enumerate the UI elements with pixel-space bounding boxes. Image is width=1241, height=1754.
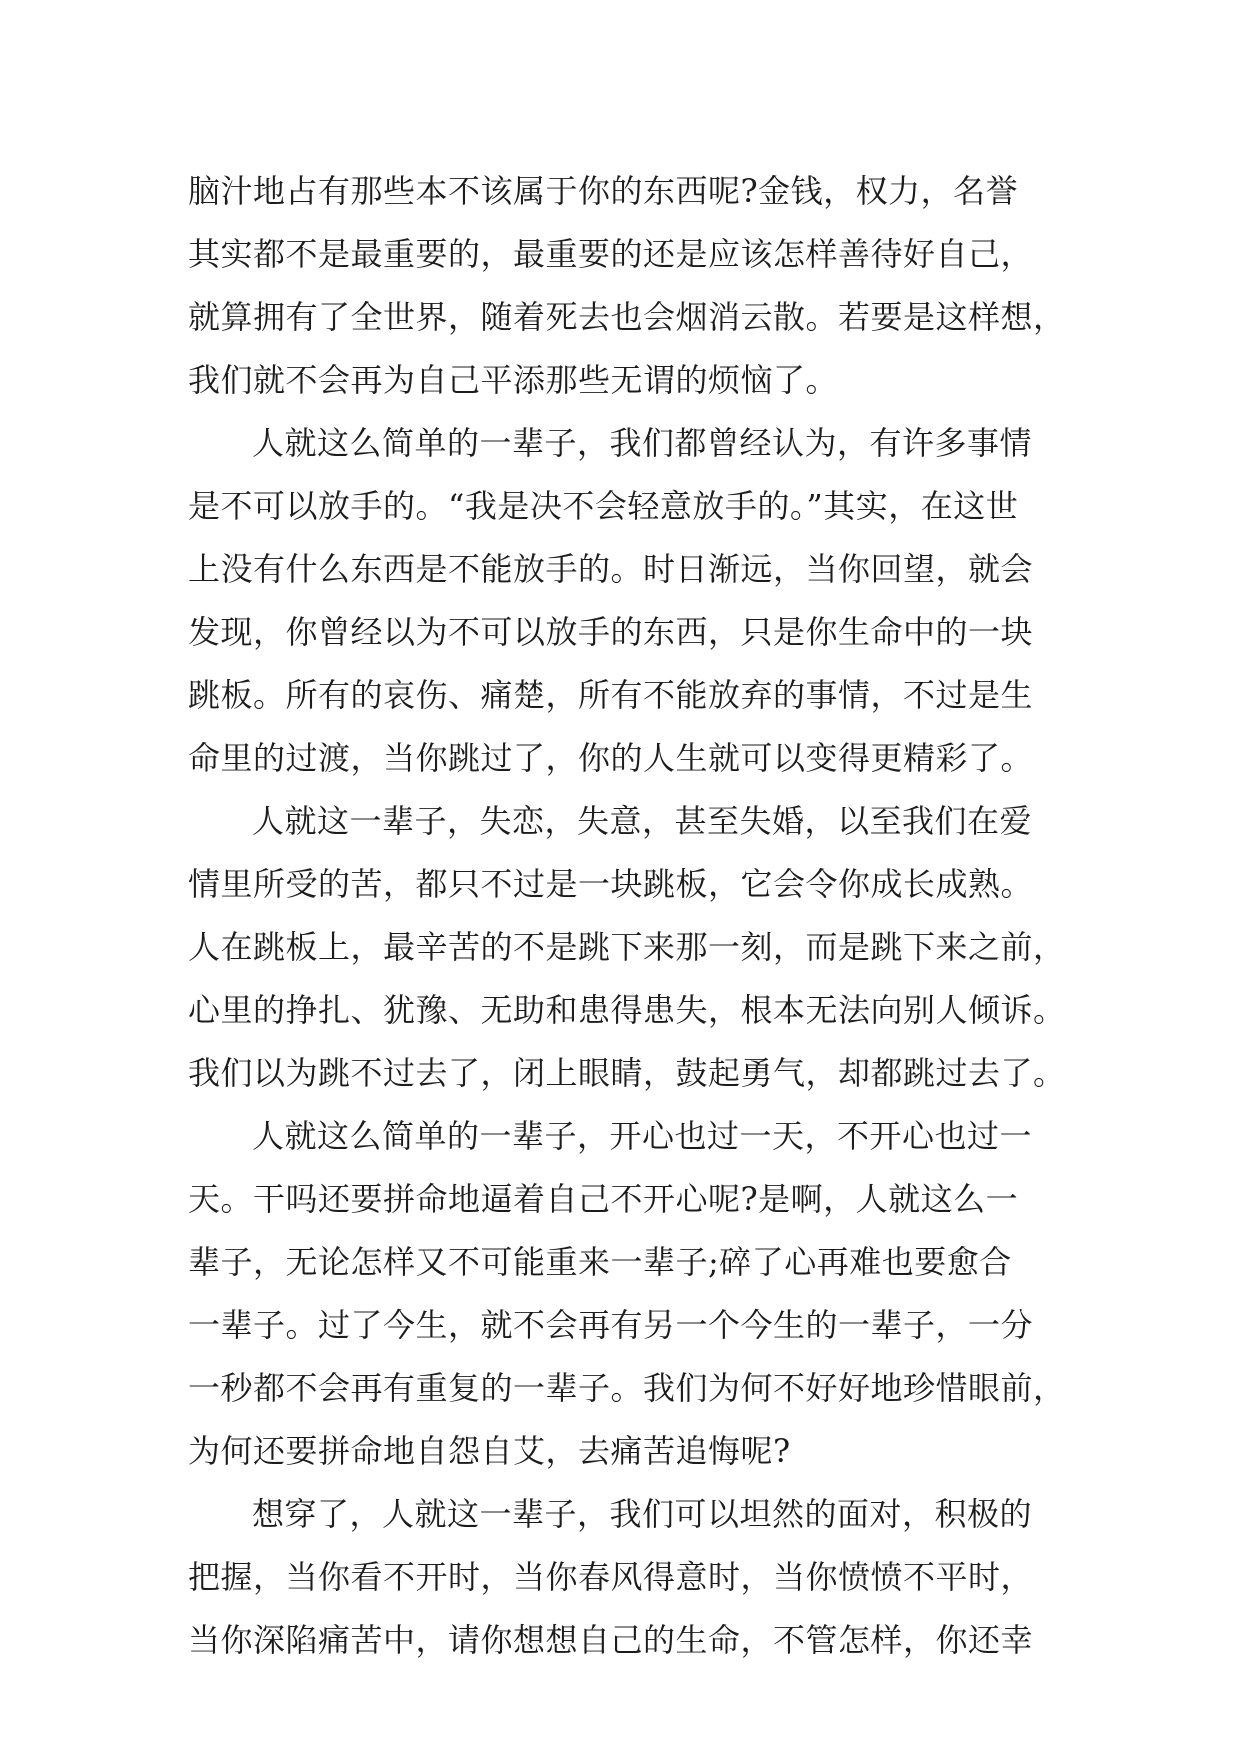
text-line: 就算拥有了全世界，随着死去也会烟消云散。若要是这样想， bbox=[188, 298, 1066, 336]
text-line: 辈子，无论怎样又不可能重来一辈子;碎了心再难也要愈合 bbox=[188, 1243, 1012, 1281]
text-line: 命里的过渡，当你跳过了，你的人生就可以变得更精彩了。 bbox=[188, 739, 1034, 777]
text-line: 跳板。所有的哀伤、痛楚，所有不能放弃的事情，不过是生 bbox=[188, 676, 1034, 714]
body-text bbox=[188, 160, 1068, 1672]
text-line: 脑汁地占有那些本不该属于你的东西呢?金钱，权力，名誉 bbox=[188, 172, 1019, 210]
text-line: 发现，你曾经以为不可以放手的东西，只是你生命中的一块 bbox=[188, 613, 1034, 651]
paragraph-first-line: 想穿了，人就这一辈子，我们可以坦然的面对，积极的 bbox=[252, 1495, 1033, 1533]
text-line: 一辈子。过了今生，就不会再有另一个今生的一辈子，一分 bbox=[188, 1306, 1034, 1344]
text-line: 天。干吗还要拼命地逼着自己不开心呢?是啊，人就这么一 bbox=[188, 1180, 1019, 1218]
text-line: 一秒都不会再有重复的一辈子。我们为何不好好地珍惜眼前， bbox=[188, 1369, 1066, 1407]
text-line: 把握，当你看不开时，当你春风得意时，当你愤愤不平时， bbox=[188, 1558, 1034, 1596]
text-line: 为何还要拼命地自怨自艾，去痛苦追悔呢? bbox=[188, 1432, 791, 1470]
text-line: 我们以为跳不过去了，闭上眼睛，鼓起勇气，却都跳过去了。 bbox=[188, 1054, 1066, 1092]
text-line: 情里所受的苦，都只不过是一块跳板，它会令你成长成熟。 bbox=[188, 865, 1034, 903]
text-line: 其实都不是最重要的，最重要的还是应该怎样善待好自己， bbox=[188, 235, 1034, 273]
paragraph-first-line: 人就这么简单的一辈子，我们都曾经认为，有许多事情 bbox=[252, 424, 1033, 462]
paragraph-first-line: 人就这一辈子，失恋，失意，甚至失婚，以至我们在爱 bbox=[252, 802, 1033, 840]
text-line: 心里的挣扎、犹豫、无助和患得患失，根本无法向别人倾诉。 bbox=[188, 991, 1066, 1029]
text-line: 当你深陷痛苦中，请你想想自己的生命，不管怎样，你还幸 bbox=[188, 1621, 1034, 1659]
text-line: 上没有什么东西是不能放手的。时日渐远，当你回望，就会 bbox=[188, 550, 1034, 588]
text-line: 我们就不会再为自己平添那些无谓的烦恼了。 bbox=[188, 361, 839, 399]
text-line: 人在跳板上，最辛苦的不是跳下来那一刻，而是跳下来之前， bbox=[188, 928, 1066, 966]
text-line: 是不可以放手的。“我是决不会轻意放手的。”其实，在这世 bbox=[188, 487, 1019, 525]
paragraph-first-line: 人就这么简单的一辈子，开心也过一天，不开心也过一 bbox=[252, 1117, 1033, 1155]
